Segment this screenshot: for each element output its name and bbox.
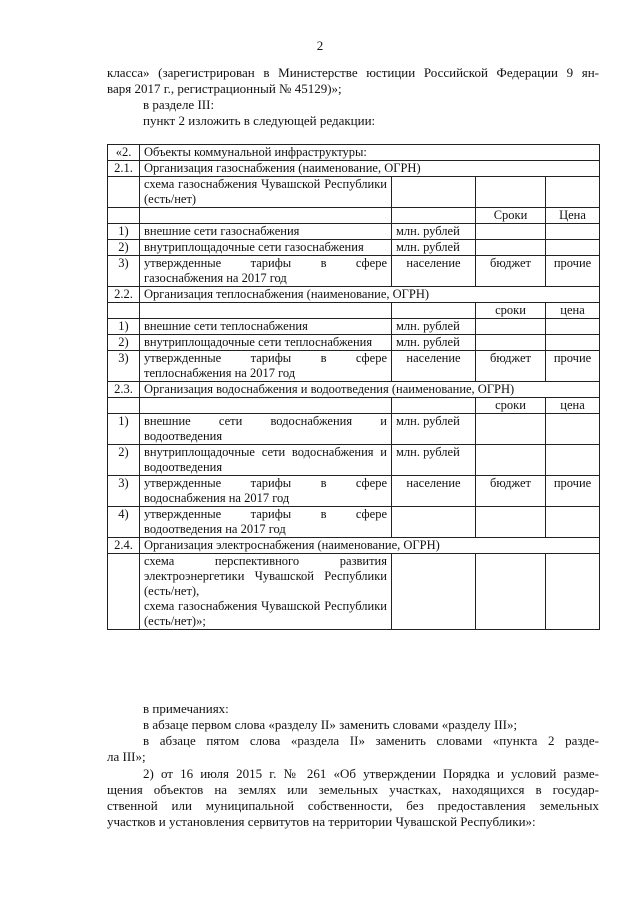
section-title: Организация теплоснабжения (наименование, ОГРН) bbox=[140, 287, 600, 303]
table-row bbox=[108, 177, 600, 208]
tariff-budget: бюджет bbox=[476, 256, 546, 287]
head-title: Объекты коммунальной инфраструктуры: bbox=[140, 145, 600, 161]
row-number: 4) bbox=[108, 507, 140, 538]
row-number: 1) bbox=[108, 414, 140, 445]
infrastructure-table bbox=[107, 144, 600, 630]
row-text: утвержденные тарифы в сфере теплоснабжения на 2017 год bbox=[140, 351, 392, 382]
column-terms: Сроки bbox=[476, 208, 546, 224]
column-price: Цена bbox=[546, 208, 600, 224]
section-number: 2.4. bbox=[108, 538, 140, 554]
tariff-budget: бюджет bbox=[476, 476, 546, 507]
tariff-other: прочие bbox=[546, 351, 600, 382]
section-title: Организация газоснабжения (наименование, ОГРН) bbox=[140, 161, 600, 177]
table-row bbox=[108, 554, 600, 630]
table-row bbox=[108, 351, 600, 382]
table-row bbox=[108, 382, 600, 398]
intro-line-1: класса» (зарегистрирован в Министерстве юстиции Российской Федерации 9 ян- bbox=[107, 65, 599, 80]
table-row bbox=[108, 476, 600, 507]
table-row bbox=[108, 240, 600, 256]
column-terms: сроки bbox=[476, 303, 546, 319]
section-title: Организация водоснабжения и водоотведения (наименование, ОГРН) bbox=[140, 382, 600, 398]
tariff-population: население bbox=[392, 351, 476, 382]
table-row bbox=[108, 414, 600, 445]
table-row bbox=[108, 145, 600, 161]
row-number: 1) bbox=[108, 224, 140, 240]
row-number: 3) bbox=[108, 256, 140, 287]
table-row bbox=[108, 507, 600, 538]
outro-p2: в абзаце первом слова «разделу II» заменить словами «разделу III»; bbox=[143, 717, 518, 732]
tariff-budget: бюджет bbox=[476, 351, 546, 382]
table-row bbox=[108, 335, 600, 351]
table-row bbox=[108, 538, 600, 554]
outro-p4-line3: ственной или муниципальной собственности, без предоставления земельных bbox=[107, 798, 599, 813]
row-unit: млн. рублей bbox=[392, 240, 476, 256]
intro-line-2: варя 2017 г., регистрационный № 45129)»; bbox=[107, 81, 342, 96]
table-row bbox=[108, 398, 600, 414]
tariff-population: население bbox=[392, 476, 476, 507]
row-number: 1) bbox=[108, 319, 140, 335]
table-row bbox=[108, 303, 600, 319]
table-row bbox=[108, 287, 600, 303]
row-unit: млн. рублей bbox=[392, 414, 476, 445]
section-title: Организация электроснабжения (наименование, ОГРН) bbox=[140, 538, 600, 554]
row-text: утвержденные тарифы в сфере газоснабжения на 2017 год bbox=[140, 256, 392, 287]
table-row bbox=[108, 224, 600, 240]
row-unit: млн. рублей bbox=[392, 319, 476, 335]
column-terms: сроки bbox=[476, 398, 546, 414]
row-unit: млн. рублей bbox=[392, 335, 476, 351]
row-text: внешние сети теплоснабжения bbox=[140, 319, 392, 335]
row-number: 2) bbox=[108, 335, 140, 351]
row-text: внешние сети водоснабжения и водоотведения bbox=[140, 414, 392, 445]
row-text: утвержденные тарифы в сфере водоснабжения на 2017 год bbox=[140, 476, 392, 507]
gas-scheme-text: схема газоснабжения Чувашской Республики (есть/нет)»; bbox=[144, 599, 387, 628]
row-number: 2) bbox=[108, 240, 140, 256]
tariff-other: прочие bbox=[546, 476, 600, 507]
table-row bbox=[108, 208, 600, 224]
outro-p4-line1: 2) от 16 июля 2015 г. № 261 «Об утверждении Порядка и условий разме- bbox=[143, 766, 599, 781]
head-number: «2. bbox=[108, 145, 140, 161]
tariff-population: население bbox=[392, 256, 476, 287]
table-row bbox=[108, 161, 600, 177]
row-unit: млн. рублей bbox=[392, 224, 476, 240]
row-number: 3) bbox=[108, 476, 140, 507]
section-number: 2.2. bbox=[108, 287, 140, 303]
electro-scheme-text: схема перспективного развития электроэнергетики Чувашской Республики (есть/нет), bbox=[144, 554, 387, 598]
row-number: 2) bbox=[108, 445, 140, 476]
column-price: цена bbox=[546, 303, 600, 319]
row-text: утвержденные тарифы в сфере водоотведения на 2017 год bbox=[140, 507, 392, 538]
intro-line-3: в разделе III: bbox=[143, 97, 215, 112]
row-text: внутриплощадочные сети теплоснабжения bbox=[140, 335, 392, 351]
outro-p3-line2: ла III»; bbox=[107, 749, 146, 764]
table-row bbox=[108, 445, 600, 476]
row-text: внутриплощадочные сети газоснабжения bbox=[140, 240, 392, 256]
intro-line-4: пункт 2 изложить в следующей редакции: bbox=[143, 113, 376, 128]
table-row bbox=[108, 256, 600, 287]
outro-p4-line4: участков и установления сервитутов на территории Чувашской Республики»: bbox=[107, 814, 536, 829]
outro-p3-line1: в абзаце пятом слова «раздела II» заменить словами «пункта 2 разде- bbox=[143, 733, 599, 748]
outro-p1: в примечаниях: bbox=[143, 701, 229, 716]
column-price: цена bbox=[546, 398, 600, 414]
section-number: 2.1. bbox=[108, 161, 140, 177]
tariff-other: прочие bbox=[546, 256, 600, 287]
row-unit: млн. рублей bbox=[392, 445, 476, 476]
outro-p4-line2: щения объектов на землях или земельных участках, находящихся в государ- bbox=[107, 782, 599, 797]
section-number: 2.3. bbox=[108, 382, 140, 398]
row-text: внутриплощадочные сети водоснабжения и водоотведения bbox=[140, 445, 392, 476]
row-text: внешние сети газоснабжения bbox=[140, 224, 392, 240]
row-number: 3) bbox=[108, 351, 140, 382]
page-number: 2 bbox=[316, 38, 324, 53]
scheme-cell: схема газоснабжения Чувашской Республики (есть/нет) bbox=[140, 177, 392, 208]
table-row bbox=[108, 319, 600, 335]
